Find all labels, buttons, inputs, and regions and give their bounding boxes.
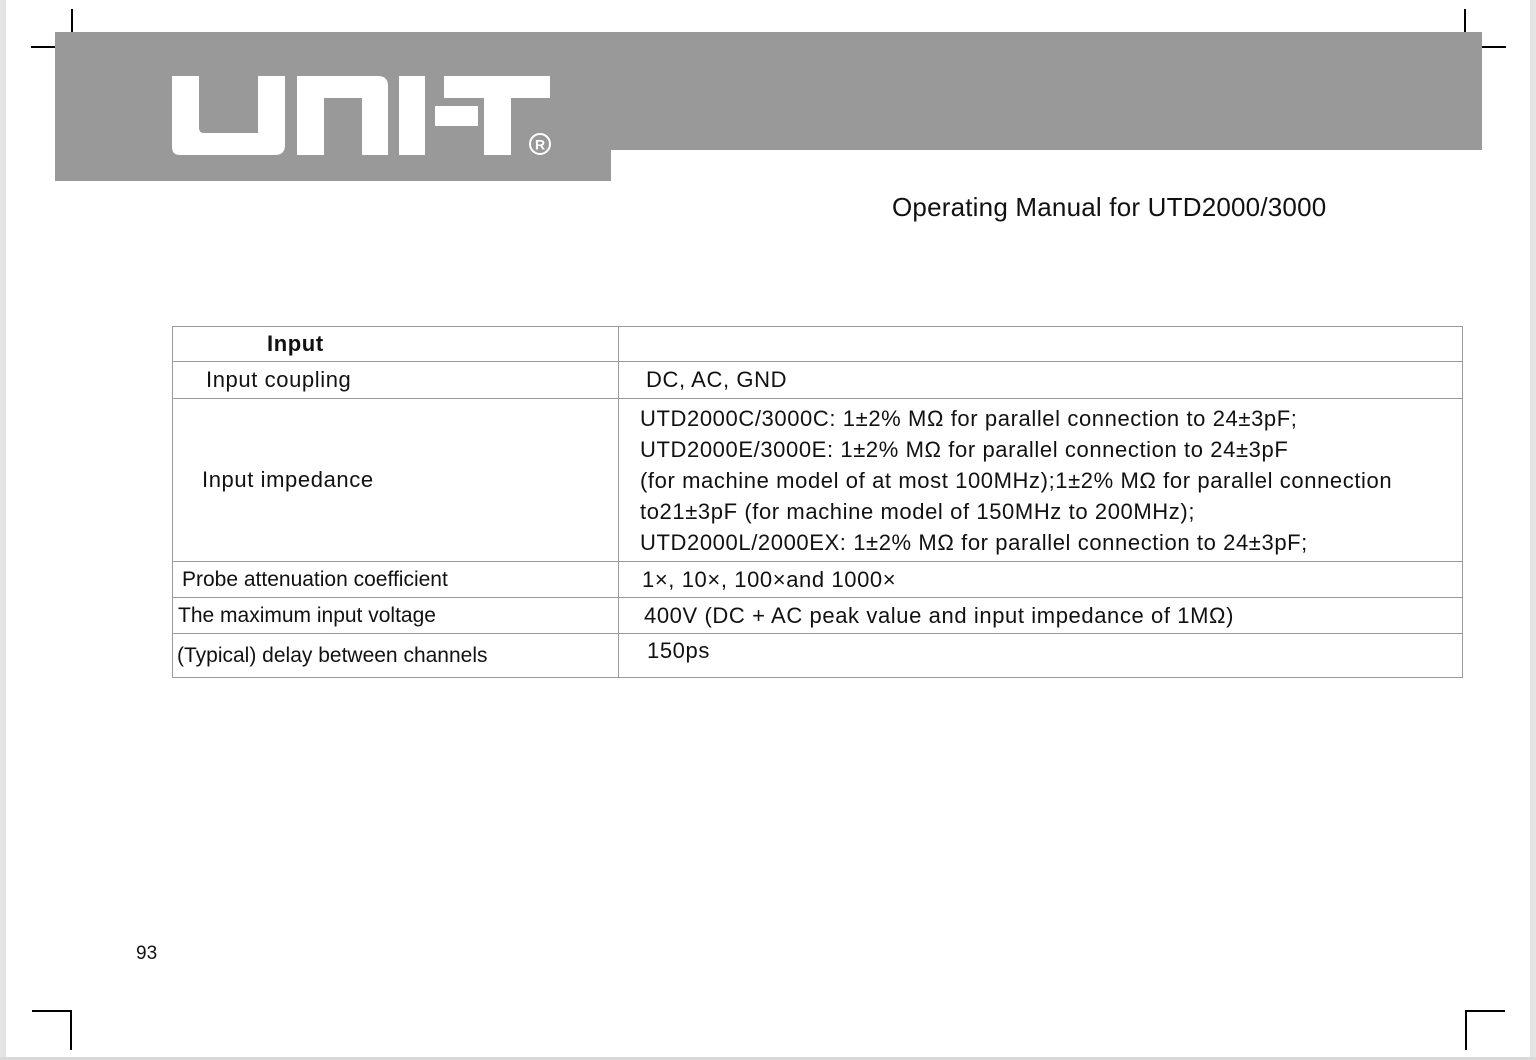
impedance-line: UTD2000C/3000C: 1±2% MΩ for parallel connection to 24±3pF;: [640, 405, 1298, 431]
row-label: Input impedance: [173, 399, 619, 562]
row-value: 1×, 10×, 100×and 1000×: [619, 562, 1463, 598]
impedance-line: UTD2000E/3000E: 1±2% MΩ for parallel connection to 24±3pF: [640, 436, 1289, 462]
row-value-multiline: [619, 399, 1463, 562]
impedance-line: (for machine model of at most 100MHz);1±2% MΩ for parallel connection: [640, 467, 1393, 493]
table-row-section-header: [173, 327, 1463, 362]
crop-mark-top-right-vertical: [1464, 9, 1466, 33]
svg-text:R: R: [534, 136, 546, 153]
row-value: DC, AC, GND: [619, 362, 1463, 399]
row-value: 150ps: [619, 634, 1463, 678]
impedance-line: to21±3pF (for machine model of 150MHz to 200MHz);: [640, 498, 1196, 524]
crop-mark-top-left-vertical: [71, 9, 73, 33]
table-row-max-input-voltage: [173, 598, 1463, 634]
uni-t-logo: [166, 68, 566, 163]
row-label: Probe attenuation coefficient: [173, 562, 619, 598]
page-right-edge: [1530, 0, 1536, 1060]
crop-mark-bottom-left-vertical: [70, 1010, 72, 1050]
table-row-probe-attenuation: [173, 562, 1463, 598]
row-label: Input coupling: [173, 362, 619, 399]
row-value: 400V (DC + AC peak value and input impedance of 1MΩ): [619, 598, 1463, 634]
table-row-input-impedance: [173, 399, 1463, 562]
table-row-channel-delay: [173, 634, 1463, 678]
crop-mark-bottom-right-horizontal: [1465, 1010, 1505, 1012]
row-label: (Typical) delay between channels: [173, 634, 619, 678]
crop-mark-bottom-left-horizontal: [32, 1010, 72, 1012]
manual-title: Operating Manual for UTD2000/3000: [892, 192, 1327, 222]
crop-mark-top-right-horizontal: [1482, 46, 1506, 48]
page-number: 93: [136, 943, 158, 964]
section-header-empty-cell: [619, 327, 1463, 362]
section-header: Input: [173, 327, 619, 362]
input-spec-table: [172, 326, 1463, 678]
page-left-edge: [0, 0, 6, 1060]
crop-mark-bottom-right-vertical: [1465, 1010, 1467, 1050]
table-row-input-coupling: [173, 362, 1463, 399]
row-label: The maximum input voltage: [173, 598, 619, 634]
crop-mark-top-left-horizontal: [31, 46, 56, 48]
impedance-line: UTD2000L/2000EX: 1±2% MΩ for parallel connection to 24±3pF;: [640, 529, 1308, 555]
